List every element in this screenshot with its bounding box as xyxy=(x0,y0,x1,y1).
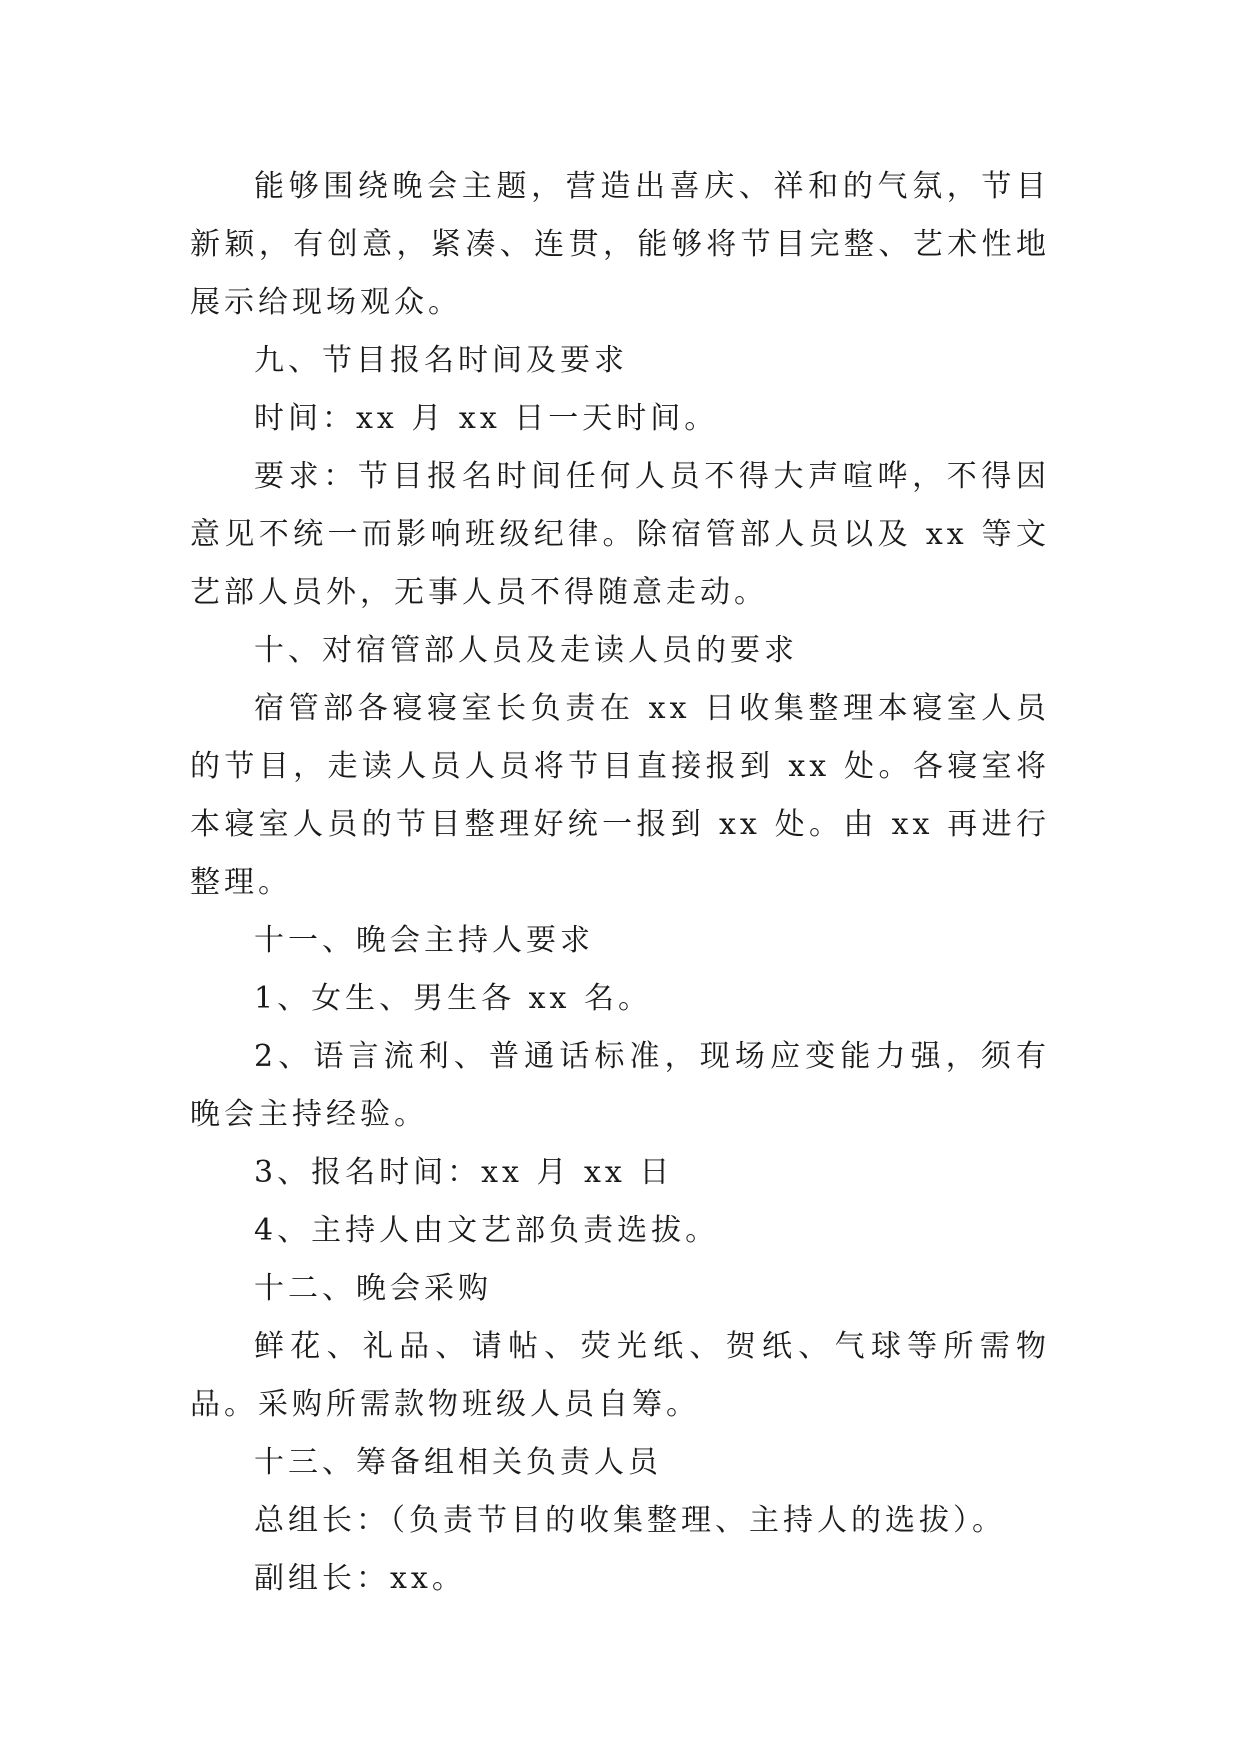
paragraph-deputy-organizer: 副组长：xx。 xyxy=(254,1561,466,1596)
section-heading-purchasing: 十二、晚会采购 xyxy=(254,1271,492,1306)
paragraph-chief-organizer: 总组长：（负责节目的收集整理、主持人的选拔）。 xyxy=(254,1503,1006,1538)
list-item-host-count: 1、女生、男生各 xx 名。 xyxy=(254,981,652,1016)
paragraph-theme-requirements: 能够围绕晚会主题，营造出喜庆、祥和的气氛，节目新颖，有创意，紧凑、连贯，能够将节目完整、艺术性地展示给现场观众。 xyxy=(190,169,1050,320)
list-item-host-selection: 4、主持人由文艺部负责选拔。 xyxy=(254,1213,720,1248)
list-item-host-signup-time: 3、报名时间：xx 月 xx 日 xyxy=(254,1155,674,1190)
paragraph-registration-requirements: 要求：节目报名时间任何人员不得大声喧哗，不得因意见不统一而影响班级纪律。除宿管部人员以及 xx 等文艺部人员外，无事人员不得随意走动。 xyxy=(190,459,1050,610)
section-heading-organizers: 十三、筹备组相关负责人员 xyxy=(254,1445,662,1480)
section-heading-host-requirements: 十一、晚会主持人要求 xyxy=(254,923,594,958)
list-item-host-skills: 2、语言流利、普通话标准，现场应变能力强，须有晚会主持经验。 xyxy=(190,1039,1050,1132)
paragraph-registration-time: 时间：xx 月 xx 日一天时间。 xyxy=(254,401,719,436)
document-body xyxy=(190,158,1050,1608)
paragraph-purchasing: 鲜花、礼品、请帖、荧光纸、贺纸、气球等所需物品。采购所需款物班级人员自筹。 xyxy=(190,1329,1050,1422)
section-heading-registration: 九、节目报名时间及要求 xyxy=(254,343,628,378)
section-heading-dorm-requirements: 十、对宿管部人员及走读人员的要求 xyxy=(254,633,798,668)
paragraph-dorm-requirements: 宿管部各寝寝室长负责在 xx 日收集整理本寝室人员的节目，走读人员人员将节目直接报到 xx 处。各寝室将本寝室人员的节目整理好统一报到 xx 处。由 xx 再进行整理。 xyxy=(190,691,1050,900)
